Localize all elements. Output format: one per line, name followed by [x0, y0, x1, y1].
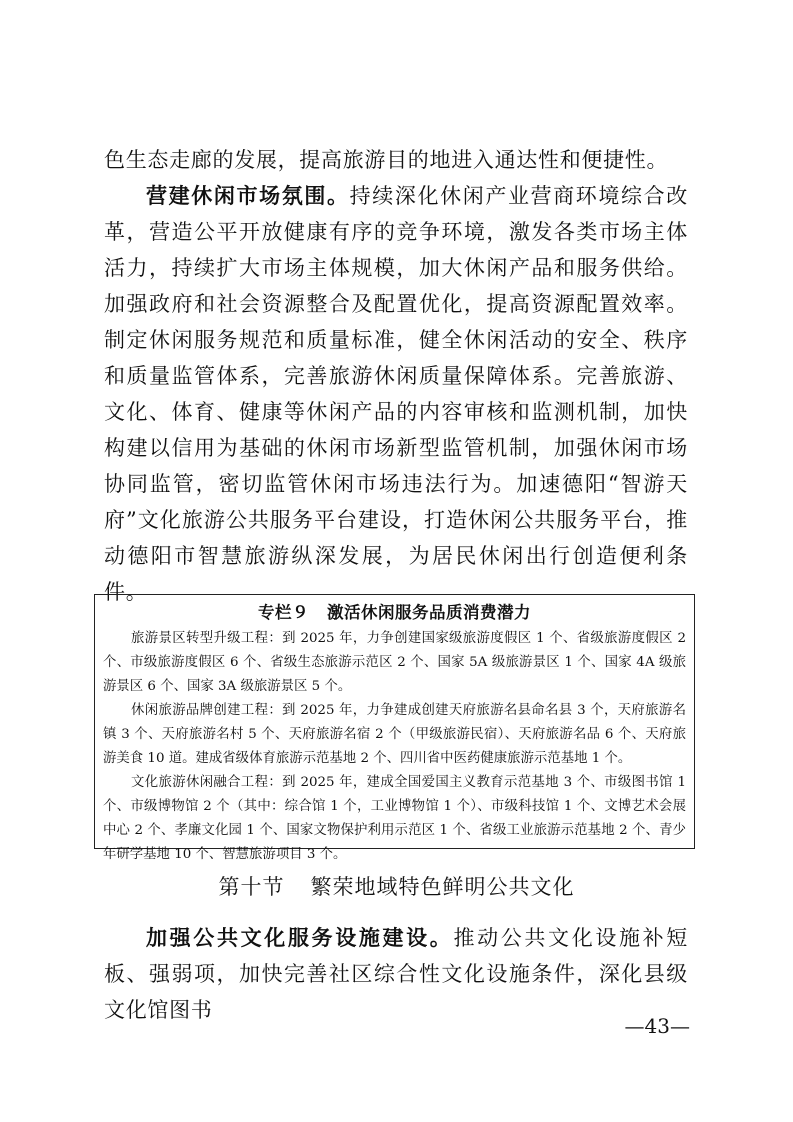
box-label: 专栏９	[258, 603, 309, 622]
paragraph-leisure-market	[104, 178, 688, 610]
box-title	[103, 601, 686, 625]
section-heading	[0, 873, 793, 901]
box-item-culture-integration: 文化旅游休闲融合工程：到 2025 年，建成全国爱国主义教育示范基地 3 个、市级图书馆 1 个、市级博物馆 2 个（其中：综合馆 1 个，工业博物馆 1 个）、市级科技馆 1 个、文博艺术会展中心 2 个、孝廉文化园 1 个、国家文物保护利用示范区 1 个、省级工业旅游示范基地 2 个、青少年研学基地 10 个、智慧旅游项目 3 个。	[103, 775, 686, 862]
page-number: —43—	[624, 1014, 690, 1038]
box-title-text: 激活休闲服务品质消费潜力	[327, 603, 531, 622]
section-title: 繁荣地域特色鲜明公共文化	[310, 875, 575, 899]
paragraph-text: 色生态走廊的发展，提高旅游目的地进入通达性和便捷性。	[104, 148, 669, 172]
box-item-brand-creation: 休闲旅游品牌创建工程：到 2025 年，力争建成创建天府旅游名县命名县 3 个，天府旅游名镇 3 个、天府旅游名村 5 个、天府旅游名宿 2 个（甲级旅游民宿）、天府旅游名品 6 个、天府旅游美食 10 道。建成省级体育旅游示范基地 2 个、四川省中医药健康旅游示范基地 1 个。	[103, 703, 686, 766]
paragraph-lead-heading: 加强公共文化服务设施建设。	[146, 926, 454, 950]
paragraph-text: 持续深化休闲产业营商环境综合改革，营造公平开放健康有序的竞争环境，激发各类市场主体活力，持续扩大市场主体规模，加大休闲产品和服务供给。加强政府和社会资源整合及配置优化，提高资源配置效率。制定休闲服务规范和质量标准，健全休闲活动的安全、秩序和质量监管体系，完善旅游休闲质量保障体系。完善旅游、文化、体育、健康等休闲产品的内容审核和监测机制，加快构建以信用为基础的休闲市场新型监管机制，加强休闲市场协同监管，密切监管休闲市场违法行为。加速德阳“智游天府”文化旅游公共服务平台建设，打造休闲公共服务平台，推动德阳市智慧旅游纵深发展，为居民休闲出行创造便利条件。	[104, 184, 688, 604]
section-number: 第十节	[218, 875, 285, 899]
paragraph-continuation	[104, 142, 688, 178]
paragraph-lead-heading: 营建休闲市场氛围。	[146, 184, 350, 208]
paragraph-text: 推动公共文化设施补短板、强弱项，加快完善社区综合性文化设施条件，深化县级文化馆图书	[104, 926, 688, 1022]
box-item-scenic-upgrade: 旅游景区转型升级工程：到 2025 年，力争创建国家级旅游度假区 1 个、省级旅游度假区 2 个、市级旅游度假区 6 个、省级生态旅游示范区 2 个、国家 5A 级旅游景区 1 个、国家 4A 级旅游景区 6 个、国家 3A 级旅游景区 5 个。	[103, 631, 686, 694]
special-column-box	[94, 594, 695, 862]
